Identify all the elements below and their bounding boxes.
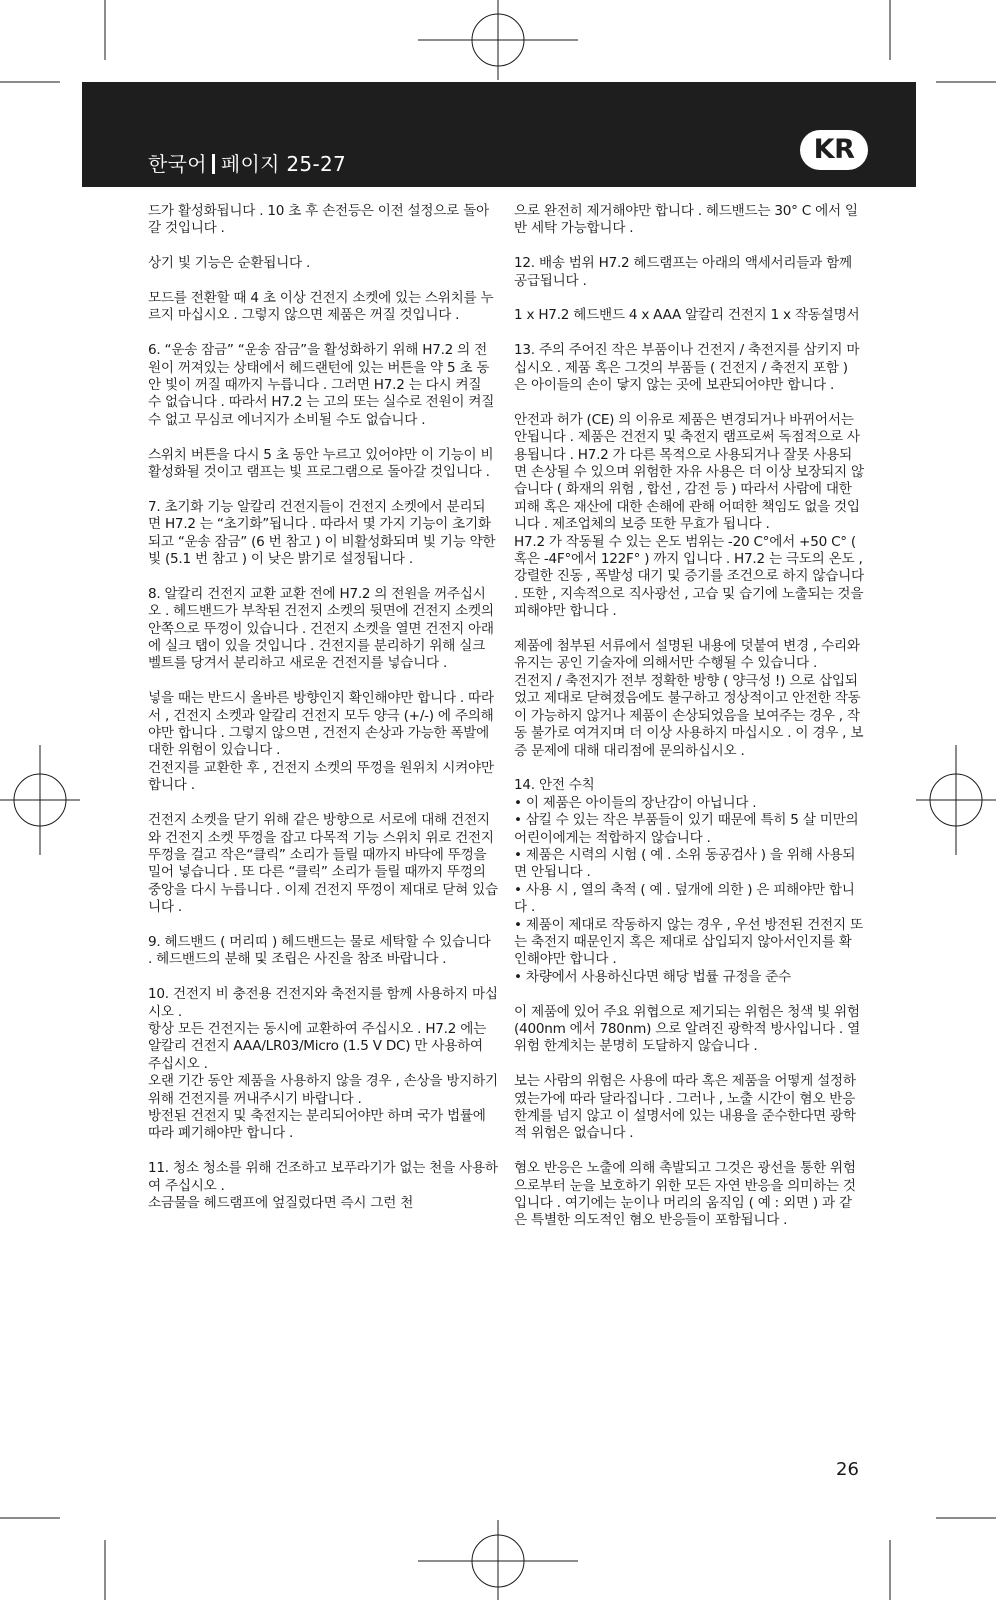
paragraph: 보는 사람의 위험은 사용에 따라 혹은 제품을 어떻게 설정하였는가에 따라 달라집니다 . 그러나 , 노출 시간이 혐오 반응 한계를 넘지 않고 이 설명서에 있는 내용을 준수한다면 광학적 위험은 없습니다 .: [514, 1073, 856, 1142]
paragraph: 드가 활성화됩니다 . 10 초 후 손전등은 이전 설정으로 돌아갈 것입니다 .: [148, 203, 489, 237]
paragraph: 이 제품에 있어 주요 위협으로 제기되는 위험은 청색 빛 위험 (400nm 에서 780nm) 으로 알려진 광학적 방사입니다 . 열 위험 한계치는 분명히 도달하지 않습니다 .: [514, 1003, 860, 1055]
paragraph: 스위치 버튼을 다시 5 초 동안 누르고 있어야만 이 기능이 비활성화될 것이고 램프는 빛 프로그램으로 돌아갈 것입니다 .: [148, 446, 494, 481]
left-text-column: [148, 203, 498, 1212]
header-page-range: 페이지 25-27: [220, 152, 347, 176]
paragraph: 소금물을 헤드램프에 엎질렀다면 즉시 그런 천: [148, 1194, 414, 1211]
section-heading: 14. 안전 수칙: [514, 777, 595, 794]
page-number: 26: [836, 1459, 859, 1480]
paragraph: 제품에 첨부된 서류에서 설명된 내용에 덧붙여 변경 , 수리와 유지는 공인 기술자에 의해서만 수행될 수 있습니다 .: [514, 638, 860, 672]
paragraph: 건전지 / 축전지가 전부 정확한 방향 ( 양극성 !) 으로 삽입되었고 제대로 닫혀졌음에도 불구하고 정상적이고 안전한 작동이 가능하지 않거나 제품이 손상되었음을 보여주는 경우 , 작동 불가로 여겨지며 더 이상 사용하지 마십시오 . 이 경우 , 보증 문제에 대해 대리점에 문의하십시오 .: [514, 672, 864, 759]
language-header-bar: [82, 82, 916, 187]
paragraph: 방전된 건전지 및 축전지는 분리되어야만 하며 국가 법률에 따라 폐기해야만 합니다 .: [148, 1107, 486, 1142]
paragraph: 항상 모든 건전지는 동시에 교환하여 주십시오 . H7.2 에는 알칼리 건전지 AAA/LR03/Micro (1.5 V DC) 만 사용하여 주십시오 .: [148, 1020, 486, 1072]
bullet-item: • 삼킬 수 있는 작은 부품들이 있기 때문에 특히 5 살 미만의 어린이에게는 적합하지 않습니다 .: [514, 812, 859, 846]
paragraph: 건전지를 교환한 후 , 건전지 소켓의 뚜껑을 원위치 시켜야만 합니다 .: [148, 759, 494, 794]
bullet-item: • 제품은 시력의 시험 ( 예 . 소위 동공검사 ) 을 위해 사용되면 안됩니다 .: [514, 846, 856, 881]
paragraph: 10. 건전지 비 충전용 건전지와 축전지를 함께 사용하지 마십시오 .: [148, 986, 498, 1020]
paragraph: 으로 완전히 제거해야만 합니다 . 헤드밴드는 30° C 에서 일반 세탁 가능합니다 .: [514, 203, 858, 237]
paragraph: 8. 알칼리 건전지 교환 교환 전에 H7.2 의 전원을 꺼주십시오 . 헤드밴드가 부착된 건전지 소켓의 뒷면에 건전지 소켓의 안쪽으로 뚜껑이 있습니다 . 건전지 소켓을 열면 건전지 아래에 실크 탭이 있을 것입니다 . 건전지를 분리하기 위해 실크 벨트를 당겨서 분리하고 새로운 건전지를 넣습니다 .: [148, 585, 494, 672]
bullet-item: • 차량에서 사용하신다면 해당 법률 규정을 준수: [514, 968, 791, 985]
paragraph: 7. 초기화 기능 알칼리 건전지들이 건전지 소켓에서 분리되면 H7.2 는 “초기화”됩니다 . 따라서 몇 가지 기능이 초기화되고 “운송 잠금” (6 번 참고 ) 이 비활성화되며 빛 기능 약한 빛 (5.1 번 참고 ) 이 낮은 밝기로 설정됩니다 .: [148, 498, 496, 568]
paragraph: 6. “운송 잠금” “운송 잠금”을 활성화하기 위해 H7.2 의 전원이 꺼져있는 상태에서 헤드랜턴에 있는 버튼을 약 5 초 동안 빛이 꺼질 때까지 누릅니다 . 그러면 H7.2 는 다시 켜질 수 없습니다 . 따라서 H7.2 는 고의 또는 실수로 전원이 켜질 수 없고 무심코 에너지가 소비될 수도 없습니다 .: [148, 342, 495, 428]
paragraph: 안전과 허가 (CE) 의 이유로 제품은 변경되거나 바뀌어서는 안됩니다 . 제품은 건전지 및 축전지 램프로써 독점적으로 사용됩니다 . H7.2 가 다른 목적으로 사용되거나 잘못 사용되면 손상될 수 있으며 위험한 자유 사용은 더 이상 보장되지 않습니다 ( 화재의 위험 , 합선 , 감전 등 ) 따라서 사람에 대한 피해 혹은 재산에 대한 손해에 관해 어떠한 책임도 없을 것입니다 . 제조업체의 보증 또한 무효가 됩니다 .: [514, 411, 864, 533]
bullet-item: • 이 제품은 아이들의 장난감이 아닙니다 .: [514, 794, 757, 811]
paragraph: 혐오 반응은 노출에 의해 촉발되고 그것은 광선을 통한 위험으로부터 눈을 보호하기 위한 모든 자연 반응을 의미하는 것입니다 . 여기에는 눈이나 머리의 움직임 ( 예 : 외면 ) 과 같은 특별한 의도적인 혐오 반응들이 포함됩니다 .: [514, 1160, 856, 1229]
paragraph: 1 x H7.2 헤드밴드 4 x AAA 알칼리 건전지 1 x 작동설명서: [514, 307, 860, 324]
bullet-item: • 제품이 제대로 작동하지 않는 경우 , 우선 방전된 건전지 또는 축전지 때문인지 혹은 제대로 삽입되지 않아서인지를 확인해야만 합니다 .: [514, 916, 863, 968]
paragraph: 상기 빛 기능은 순환됩니다 .: [148, 255, 311, 272]
paragraph: 건전지 소켓을 닫기 위해 같은 방향으로 서로에 대해 건전지와 건전지 소켓 뚜껑을 잡고 다목적 기능 스위치 위로 건전지 뚜껑을 걸고 작은“클릭” 소리가 들릴 때까지 바닥에 뚜껑을 밀어 넣습니다 . 또 다른 “클릭” 소리가 들릴 때까지 뚜껑의 중앙을 다시 누릅니다 . 이제 건전지 뚜껑이 제대로 닫혀 있습니다 .: [148, 812, 498, 916]
header-title: [148, 148, 346, 177]
paragraph: 9. 헤드밴드 ( 머리띠 ) 헤드밴드는 물로 세탁할 수 있습니다 . 헤드밴드의 분해 및 조립은 사진을 참조 바랍니다 .: [148, 933, 491, 968]
paragraph: 12. 배송 범위 H7.2 헤드램프는 아래의 액세서리들과 함께 공급됩니다 .: [514, 255, 852, 289]
title-separator-bar: [212, 154, 215, 174]
paragraph: 11. 청소 청소를 위해 건조하고 보푸라기가 없는 천을 사용하여 주십시오 .: [148, 1160, 498, 1194]
bullet-item: • 사용 시 , 열의 축적 ( 예 . 덮개에 의한 ) 은 피해야만 합니다 .: [514, 881, 855, 916]
language-badge: KR: [800, 130, 868, 170]
header-language: 한국어: [148, 152, 207, 176]
paragraph: 오랜 기간 동안 제품을 사용하지 않을 경우 , 손상을 방지하기 위해 건전지를 꺼내주시기 바랍니다 .: [148, 1073, 498, 1107]
paragraph: 13. 주의 주어진 작은 부품이나 건전지 / 축전지를 삼키지 마십시오 . 제품 혹은 그것의 부품들 ( 건전지 / 축전지 포함 ) 은 아이들의 손이 닿지 않는 곳에 보관되어야만 합니다 .: [514, 342, 860, 394]
paragraph: 모드를 전환할 때 4 초 이상 건전지 소켓에 있는 스위치를 누르지 마십시오 . 그렇지 않으면 제품은 꺼질 것입니다 .: [148, 290, 494, 324]
right-text-column: [514, 203, 864, 1230]
paragraph: 넣을 때는 반드시 올바른 방향인지 확인해야만 합니다 . 따라서 , 건전지 소켓과 알칼리 건전지 모두 양극 (+/-) 에 주의해야만 합니다 . 그렇지 않으면 , 건전지 손상과 가능한 폭발에 대한 위험이 있습니다 .: [148, 690, 494, 759]
paragraph: H7.2 가 작동될 수 있는 온도 범위는 -20 C°에서 +50 C° ( 혹은 -4F°에서 122F° ) 까지 입니다 . H7.2 는 극도의 온도 , 강렬한 진동 , 폭발성 대기 및 증기를 조건으로 하지 않습니다 . 또한 , 지속적으로 직사광선 , 고습 및 습기에 노출되는 것을 피해야만 합니다 .: [514, 533, 864, 620]
